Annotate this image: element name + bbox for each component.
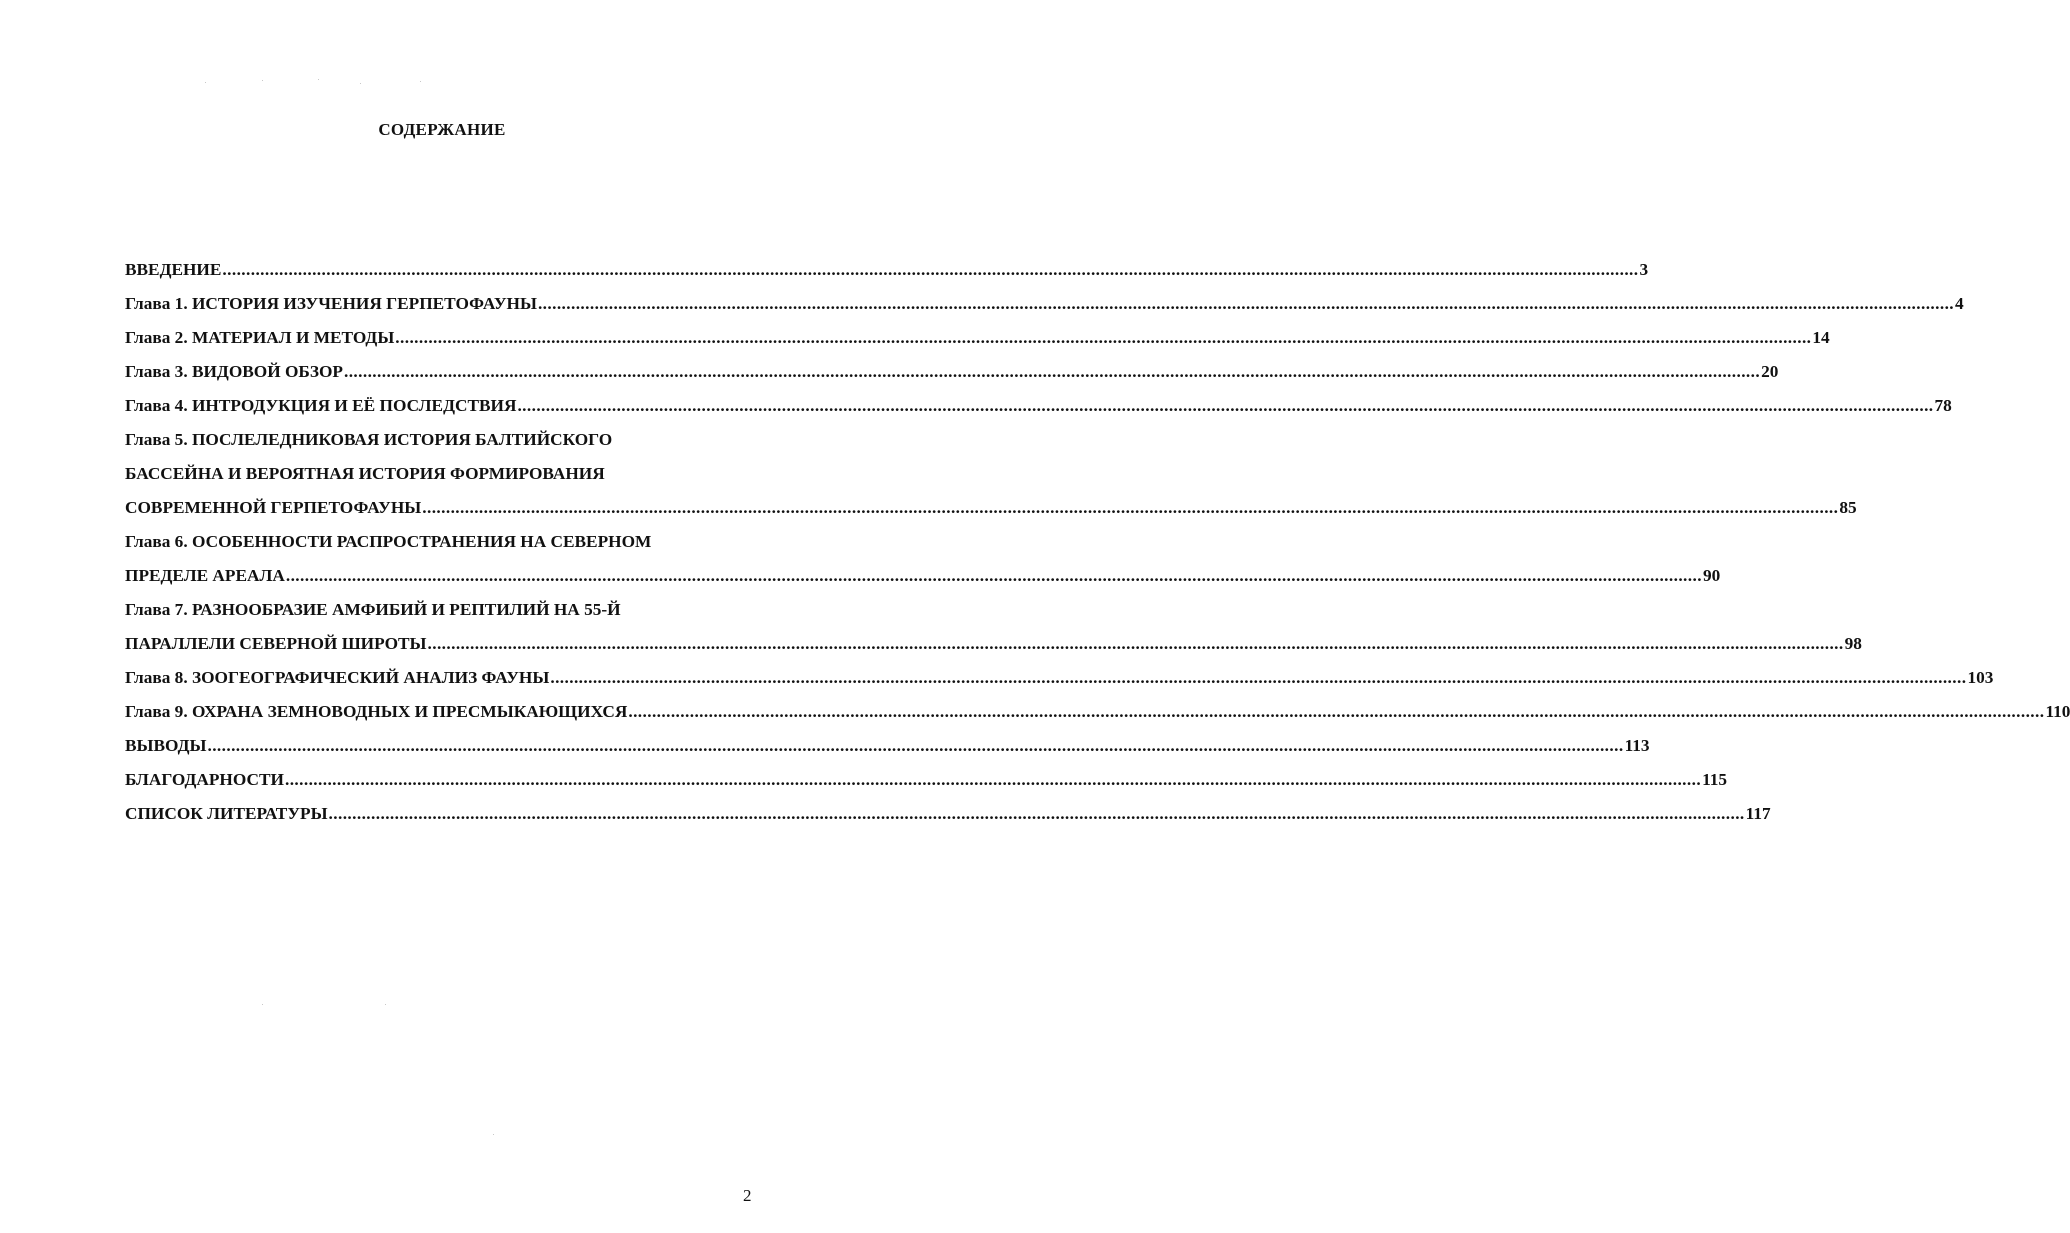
dot-leader: ............................................................................................................................................................................................................................................................................................................ [285,566,1702,585]
toc-entry [125,287,1964,321]
toc-entry [125,253,1649,287]
dot-leader: ............................................................................................................................................................................................................................................................................................................ [343,362,1761,381]
toc-entry-title: Глава 8. ЗООГЕОГРАФИЧЕСКИЙ АНАЛИЗ ФАУНЫ [125,668,550,687]
toc-entry-line [125,559,1721,593]
scan-speck [385,1004,386,1005]
dot-leader: ............................................................................................................................................................................................................................................................................................................ [284,770,1702,789]
toc-entry [125,695,2070,729]
toc-entry [125,593,1862,661]
toc-entry-line [125,763,1728,797]
toc-entry-line [125,355,1779,389]
scan-speck [360,83,361,84]
toc-entry-title: ПАРАЛЛЕЛИ СЕВЕРНОЙ ШИРОТЫ [125,634,427,653]
table-of-contents [125,253,2070,831]
toc-entry-title: ВЫВОДЫ [125,736,207,755]
toc-entry-line [125,321,1830,355]
toc-entry-title: Глава 4. ИНТРОДУКЦИЯ И ЕЁ ПОСЛЕДСТВИЯ [125,396,517,415]
dot-leader: ............................................................................................................................................................................................................................................................................................................ [222,260,1639,279]
scan-speck [318,79,319,80]
toc-entry [125,525,1721,593]
toc-entry [125,797,1771,831]
toc-entry [125,661,1994,695]
toc-entry [125,763,1728,797]
toc-page-number: 78 [1934,396,1952,415]
toc-page-number: 85 [1839,498,1857,517]
toc-entry-title: СОВРЕМЕННОЙ ГЕРПЕТОФАУНЫ [125,498,422,517]
toc-entry [125,389,1952,423]
toc-entry-title: Глава 2. МАТЕРИАЛ И МЕТОДЫ [125,328,395,347]
toc-entry-title: Глава 7. РАЗНООБРАЗИЕ АМФИБИЙ И РЕПТИЛИЙ НА 55-Й [125,600,621,619]
toc-page-number: 103 [1967,668,1994,687]
scan-speck [420,81,421,82]
toc-entry-title: Глава 3. ВИДОВОЙ ОБЗОР [125,362,343,381]
dot-leader: ............................................................................................................................................................................................................................................................................................................ [550,668,1967,687]
toc-entry-line [125,457,749,491]
scan-speck [262,80,263,81]
page-title: СОДЕРЖАНИЕ [378,120,506,139]
toc-entry-line [125,797,1771,831]
toc-entry-title: Глава 5. ПОСЛЕЛЕДНИКОВАЯ ИСТОРИЯ БАЛТИЙСКОГО [125,430,613,449]
toc-entry [125,729,1650,763]
toc-entry-line [125,627,1862,661]
toc-entry [125,423,1857,525]
dot-leader: ............................................................................................................................................................................................................................................................................................................ [328,804,1745,823]
toc-page-number: 3 [1639,260,1649,279]
toc-entry-title: Глава 9. ОХРАНА ЗЕМНОВОДНЫХ И ПРЕСМЫКАЮЩИХСЯ [125,702,628,721]
toc-page-number: 98 [1844,634,1862,653]
toc-page-number: 115 [1702,770,1728,789]
toc-entry-line [125,695,2070,729]
toc-page-number: 20 [1761,362,1779,381]
toc-page-number: 113 [1624,736,1650,755]
dot-leader: ............................................................................................................................................................................................................................................................................................................ [427,634,1844,653]
toc-entry-line [125,525,749,559]
dot-leader: ............................................................................................................................................................................................................................................................................................................ [207,736,1624,755]
scan-speck [493,1134,494,1135]
toc-entry [125,355,1779,389]
dot-leader: ............................................................................................................................................................................................................................................................................................................ [517,396,1934,415]
toc-entry-title: Глава 6. ОСОБЕННОСТИ РАСПРОСТРАНЕНИЯ НА СЕВЕРНОМ [125,532,652,551]
toc-entry-line [125,253,1649,287]
toc-entry-title: Глава 1. ИСТОРИЯ ИЗУЧЕНИЯ ГЕРПЕТОФАУНЫ [125,294,537,313]
toc-entry-title: БЛАГОДАРНОСТИ [125,770,284,789]
toc-page-number: 14 [1812,328,1830,347]
scan-speck [205,82,206,83]
toc-entry-title: СПИСОК ЛИТЕРАТУРЫ [125,804,328,823]
dot-leader: ............................................................................................................................................................................................................................................................................................................ [628,702,2045,721]
scan-speck [262,1004,263,1005]
toc-page-number: 110 [2045,702,2070,721]
toc-page-number: 90 [1702,566,1721,585]
toc-entry-title: ПРЕДЕЛЕ АРЕАЛА [125,566,285,585]
toc-entry-line [125,491,1857,525]
toc-entry-line [125,389,1952,423]
toc-entry-line [125,423,749,457]
toc-entry-line [125,729,1650,763]
toc-entry-line [125,287,1964,321]
toc-page-number: 117 [1745,804,1771,823]
dot-leader: ............................................................................................................................................................................................................................................................................................................ [422,498,1839,517]
toc-entry-line [125,661,1994,695]
dot-leader: ............................................................................................................................................................................................................................................................................................................ [537,294,1955,313]
toc-entry-line [125,593,749,627]
toc-entry-title: БАССЕЙНА И ВЕРОЯТНАЯ ИСТОРИЯ ФОРМИРОВАНИЯ [125,464,605,483]
dot-leader: ............................................................................................................................................................................................................................................................................................................ [395,328,1812,347]
toc-entry [125,321,1830,355]
toc-entry-title: ВВЕДЕНИЕ [125,260,222,279]
page-number: 2 [743,1186,752,1205]
toc-page-number: 4 [1955,294,1964,313]
